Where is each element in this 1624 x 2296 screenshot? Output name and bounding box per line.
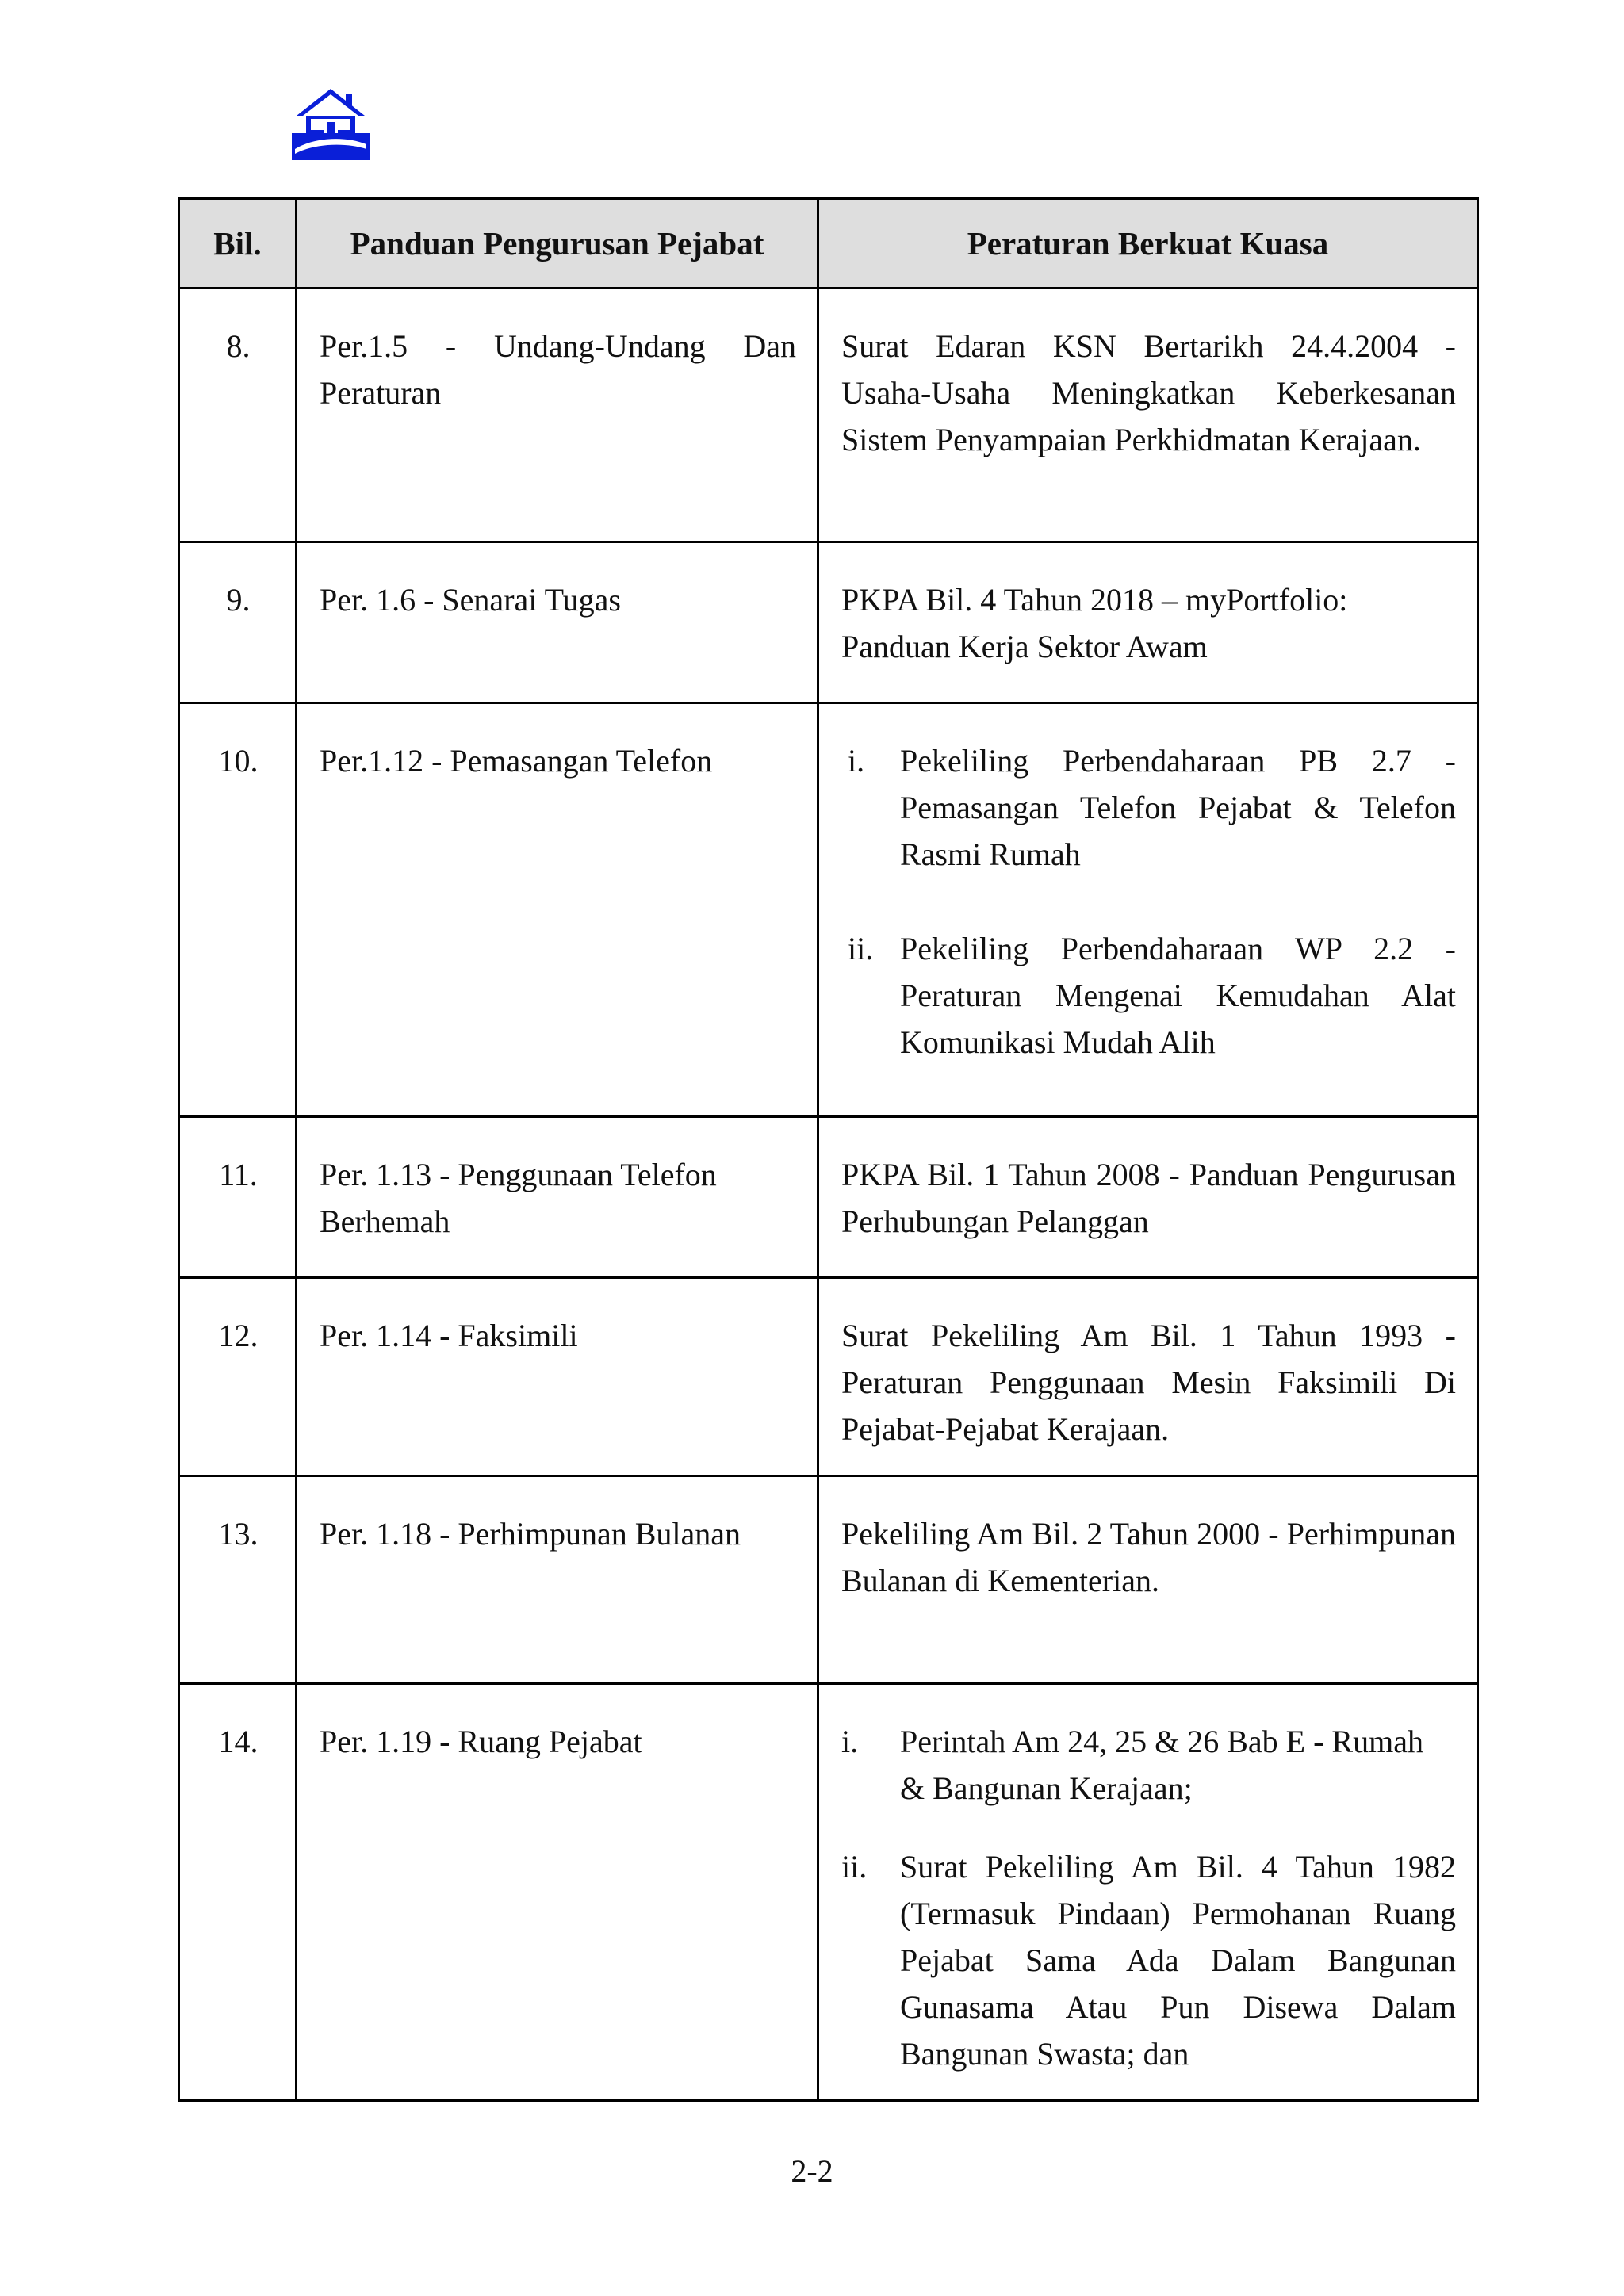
list-item — [841, 1718, 1456, 1812]
list-item-text: Pekeliling Perbendaharaan WP 2.2 - Peraturan Mengenai Kemudahan Alat Komunikasi Mudah Alih — [900, 931, 1456, 1060]
regulations-table — [178, 197, 1479, 2102]
list-item — [848, 737, 1456, 878]
list-item-number: i. — [848, 743, 865, 779]
row-number: 14. — [179, 1684, 297, 2101]
row-panduan: Per.1.5 - Undang-Undang Dan Peraturan — [297, 289, 818, 542]
header-peraturan: Peraturan Berkuat Kuasa — [818, 199, 1478, 289]
list-item-text: Perintah Am 24, 25 & 26 Bab E - Rumah & Bangunan Kerajaan; — [900, 1724, 1423, 1806]
row-panduan: Per.1.12 - Pemasangan Telefon — [297, 703, 818, 1117]
row-number: 13. — [179, 1476, 297, 1684]
row-peraturan — [818, 703, 1478, 1117]
table-row — [179, 1117, 1478, 1278]
row-panduan: Per. 1.14 - Faksimili — [297, 1278, 818, 1476]
table-row — [179, 542, 1478, 703]
table-row — [179, 703, 1478, 1117]
row-peraturan: Surat Pekeliling Am Bil. 1 Tahun 1993 - Peraturan Penggunaan Mesin Faksimili Di Pejabat-Pejabat Kerajaan. — [818, 1278, 1478, 1476]
list-item — [841, 1843, 1456, 2077]
list-item-number: ii. — [848, 931, 874, 966]
row-number: 10. — [179, 703, 297, 1117]
table-row — [179, 1684, 1478, 2101]
list-item — [848, 925, 1456, 1066]
row-number: 11. — [179, 1117, 297, 1278]
row-panduan: Per. 1.18 - Perhimpunan Bulanan — [297, 1476, 818, 1684]
page-number: 2-2 — [791, 2153, 833, 2189]
table-row — [179, 289, 1478, 542]
row-panduan: Per. 1.13 - Penggunaan Telefon Berhemah — [297, 1117, 818, 1278]
row-peraturan — [818, 1684, 1478, 2101]
row-panduan: Per. 1.19 - Ruang Pejabat — [297, 1684, 818, 2101]
table-row — [179, 1476, 1478, 1684]
row-peraturan: PKPA Bil. 4 Tahun 2018 – myPortfolio: Panduan Kerja Sektor Awam — [818, 542, 1478, 703]
header-bil: Bil. — [179, 199, 297, 289]
row-number: 12. — [179, 1278, 297, 1476]
row-peraturan: PKPA Bil. 1 Tahun 2008 - Panduan Pengurusan Perhubungan Pelanggan — [818, 1117, 1478, 1278]
row-peraturan: Surat Edaran KSN Bertarikh 24.4.2004 - Usaha-Usaha Meningkatkan Keberkesanan Sistem Penyampaian Perkhidmatan Kerajaan. — [818, 289, 1478, 542]
row-number: 8. — [179, 289, 297, 542]
row-panduan: Per. 1.6 - Senarai Tugas — [297, 542, 818, 703]
table-row — [179, 1278, 1478, 1476]
house-logo-icon — [292, 87, 370, 160]
list-item-number: ii. — [841, 1849, 868, 1885]
table-header-row — [179, 199, 1478, 289]
list-item-text: Pekeliling Perbendaharaan PB 2.7 - Pemasangan Telefon Pejabat & Telefon Rasmi Rumah — [900, 743, 1456, 872]
list-item-text: Surat Pekeliling Am Bil. 4 Tahun 1982 (Termasuk Pindaan) Permohanan Ruang Pejabat Sama Ada Dalam Bangunan Gunasama Atau Pun Disewa Dalam Bangunan Swasta; dan — [900, 1849, 1456, 2072]
header-panduan: Panduan Pengurusan Pejabat — [297, 199, 818, 289]
list-item-number: i. — [841, 1724, 859, 1759]
row-number: 9. — [179, 542, 297, 703]
row-peraturan: Pekeliling Am Bil. 2 Tahun 2000 - Perhimpunan Bulanan di Kementerian. — [818, 1476, 1478, 1684]
